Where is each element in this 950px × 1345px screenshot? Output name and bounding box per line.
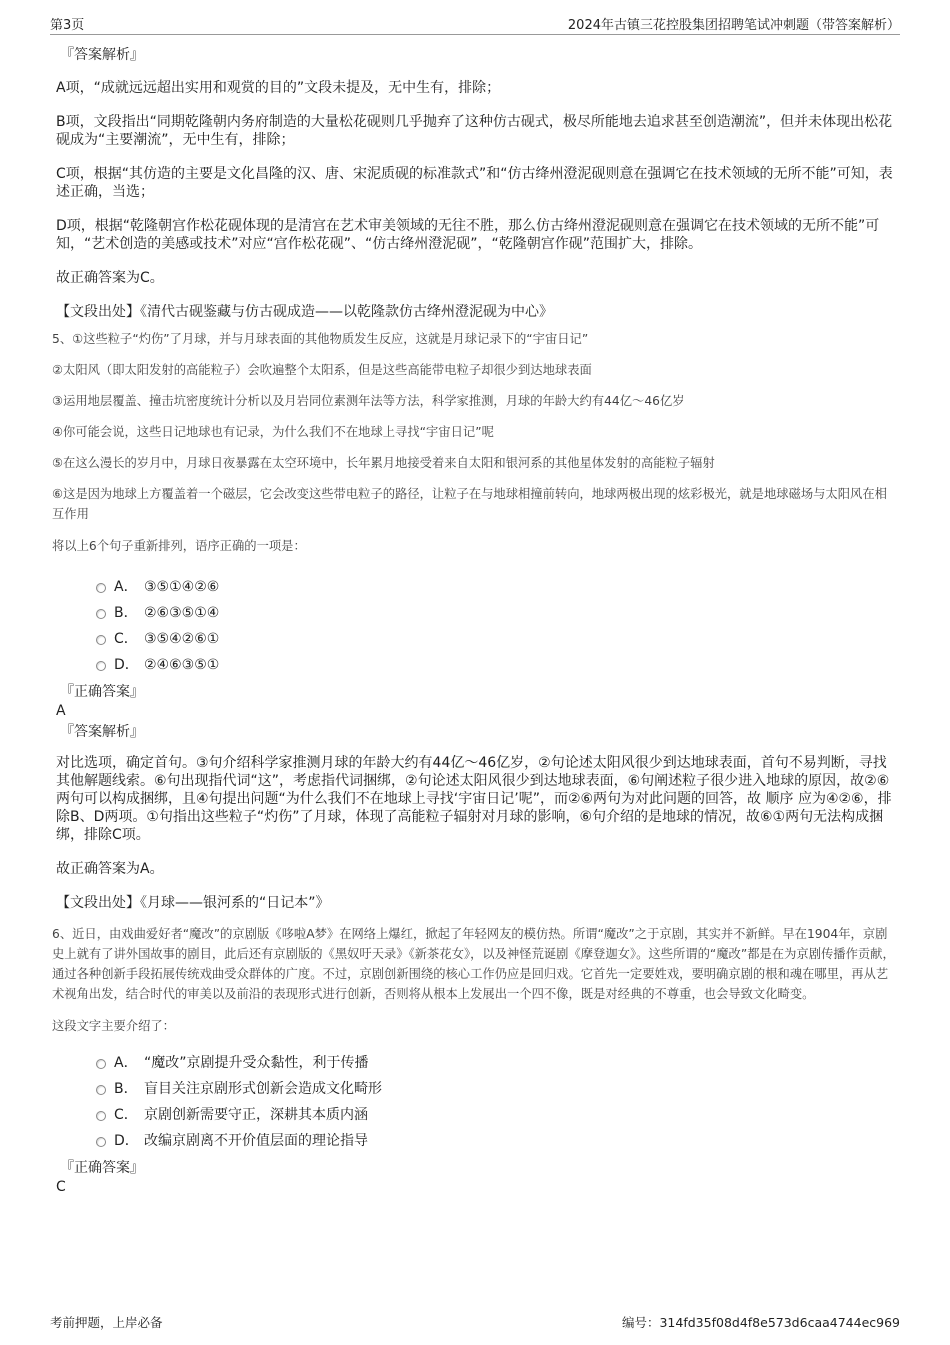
q6-option-b[interactable] (96, 1076, 896, 1102)
option-text: ③⑤④②⑥① (144, 631, 220, 647)
radio-icon[interactable] (96, 1137, 106, 1147)
radio-icon[interactable] (96, 661, 106, 671)
q6-stem: 6、近日，由戏曲爱好者“魔改”的京剧版《哆啦A梦》在网络上爆红，掀起了年轻网友的模仿热。所谓“魔改”之于京剧，其实并不新鲜。早在1904年，京剧史上就有了讲外国故事的剧目，此后还有京剧版的《黑奴吁天录》《新茶花女》，以及神怪荒诞剧《摩登迦女》。这些所谓的“魔改”都是在为京剧传播作贡献，通过各种创新手段拓展传统戏曲受众群体的广度。不过，京剧创新围绕的核心工作仍应是回归戏。它首先一定要姓戏，要明确京剧的根和魂在哪里，再从艺术视角出发，结合时代的审美以及前沿的表现形式进行创新，否则将从根本上发展出一个四不像，既是对经典的不尊重，也会导致文化畸变。 (52, 927, 895, 1001)
radio-icon[interactable] (96, 609, 106, 619)
q5-option-c[interactable] (96, 626, 896, 652)
q6-option-a[interactable] (96, 1050, 896, 1076)
page-content (52, 45, 896, 1196)
q5-options (96, 574, 896, 678)
q6-answer-title: 『正确答案』 (60, 1160, 144, 1176)
page-number: 第3页 (50, 18, 85, 33)
radio-icon[interactable] (96, 1059, 106, 1069)
q4-analysis-title: 『答案解析』 (60, 47, 144, 63)
q4-analysis-c: C项，根据“其仿造的主要是文化昌隆的汉、唐、宋泥质砚的标准款式”和“仿古绛州澄泥砚则意在强调它在技术领域的无所不能”可知，表述正确，当选； (56, 166, 893, 200)
option-text: “魔改”京剧提升受众黏性，利于传播 (144, 1055, 369, 1071)
option-text: 盲目关注京剧形式创新会造成文化畸形 (144, 1081, 382, 1097)
option-letter: C． (114, 631, 138, 647)
option-letter: C． (114, 1107, 138, 1123)
option-text: 京剧创新需要守正，深耕其本质内涵 (144, 1107, 368, 1123)
q5-prompt: 将以上6个句子重新排列，语序正确的一项是： (52, 539, 306, 553)
q5-analysis: 对比选项，确定首句。③句介绍科学家推测月球的年龄大约有44亿～46亿岁，②句论述太阳风很少到达地球表面，首句不易判断，寻找其他解题线索。⑥句出现指代词“这”，考虑指代词捆绑，②句论述太阳风很少到达地球表面，⑥句阐述粒子很少进入地球的原因，故②⑥两句可以构成捆绑，且④句提出问题“为什么我们不在地球上寻找‘宇宙日记’呢”，而②⑥两句为对此问题的回答，故 顺序 应为④②⑥，排除B、D两项。①句指出这些粒子“灼伤”了月球，体现了高能粒子辐射对月球的影响，⑥句介绍的是地球的情况，故⑥①两句无法构成捆绑，排除C项。 (56, 755, 892, 843)
q5-sentence-1: 5、①这些粒子“灼伤”了月球，并与月球表面的其他物质发生反应，这就是月球记录下的“宇宙日记” (52, 332, 589, 346)
q5-source: 【文段出处】《月球——银河系的“日记本”》 (56, 895, 330, 911)
q4-analysis-d: D项，根据“乾隆朝宫作松花砚体现的是清宫在艺术审美领域的无往不胜，那么仿古绛州澄泥砚则意在强调它在技术领域的无所不能”可知，“艺术创造的美感或技术”对应“宫作松花砚”、“仿古绛州澄泥砚”，“乾隆朝宫作砚”范围扩大，排除。 (56, 218, 880, 252)
q5-sentence-6: ⑥这是因为地球上方覆盖着一个磁层，它会改变这些带电粒子的路径，让粒子在与地球相撞前转向，地球两极出现的炫彩极光，就是地球磁场与太阳风在相互作用 (52, 487, 887, 521)
option-letter: D． (114, 1133, 139, 1149)
footer-serial: 编号：314fd35f08d4f8e573d6caa4744ec969 (621, 1315, 900, 1330)
q5-option-d[interactable] (96, 652, 896, 678)
option-text: ②⑥③⑤①④ (144, 605, 220, 621)
radio-icon[interactable] (96, 635, 106, 645)
q6-options (96, 1050, 896, 1154)
q4-source: 【文段出处】《清代古砚鉴藏与仿古砚成造——以乾隆款仿古绛州澄泥砚为中心》 (56, 304, 553, 320)
page-footer (50, 1313, 900, 1333)
q6-option-d[interactable] (96, 1128, 896, 1154)
q6-prompt: 这段文字主要介绍了： (52, 1019, 175, 1033)
q4-analysis-b: B项，文段指出“同期乾隆朝内务府制造的大量松花砚则几乎抛弃了这种仿古砚式，极尽所能地去追求甚至创造潮流”，但并未体现出松花砚成为“主要潮流”，无中生有，排除； (56, 114, 893, 148)
radio-icon[interactable] (96, 583, 106, 593)
q5-option-a[interactable] (96, 574, 896, 600)
option-letter: B． (114, 605, 138, 621)
option-letter: A． (114, 579, 138, 595)
q5-answer: A (56, 703, 66, 719)
option-letter: A． (114, 1055, 138, 1071)
page-header (50, 14, 900, 35)
q5-sentence-2: ②太阳风（即太阳发射的高能粒子）会吹遍整个太阳系，但是这些高能带电粒子却很少到达地球表面 (52, 363, 592, 377)
radio-icon[interactable] (96, 1111, 106, 1121)
q4-conclusion: 故正确答案为C。 (56, 270, 164, 286)
q6-answer: C (56, 1179, 66, 1195)
option-text: 改编京剧离不开价值层面的理论指导 (144, 1133, 368, 1149)
q5-option-b[interactable] (96, 600, 896, 626)
radio-icon[interactable] (96, 1085, 106, 1095)
q5-sentence-4: ④你可能会说，这些日记地球也有记录，为什么我们不在地球上寻找“宇宙日记”呢 (52, 425, 494, 439)
q5-sentence-3: ③运用地层覆盖、撞击坑密度统计分析以及月岩同位素测年法等方法，科学家推测，月球的年龄大约有44亿～46亿岁 (52, 394, 685, 408)
footer-slogan: 考前押题，上岸必备 (50, 1315, 163, 1330)
option-letter: B． (114, 1081, 138, 1097)
q6-option-c[interactable] (96, 1102, 896, 1128)
q5-sentence-5: ⑤在这么漫长的岁月中，月球日夜暴露在太空环境中，长年累月地接受着来自太阳和银河系的其他星体发射的高能粒子辐射 (52, 456, 715, 470)
option-letter: D． (114, 657, 139, 673)
option-text: ③⑤①④②⑥ (144, 579, 220, 595)
option-text: ②④⑥③⑤① (144, 657, 220, 673)
q4-analysis-a: A项，“成就远远超出实用和观赏的目的”文段未提及，无中生有，排除； (56, 80, 501, 96)
q5-answer-title: 『正确答案』 (60, 684, 144, 700)
document-title: 2024年古镇三花控股集团招聘笔试冲刺题（带答案解析） (567, 18, 900, 33)
q5-analysis-title: 『答案解析』 (60, 724, 144, 740)
q5-conclusion: 故正确答案为A。 (56, 861, 164, 877)
